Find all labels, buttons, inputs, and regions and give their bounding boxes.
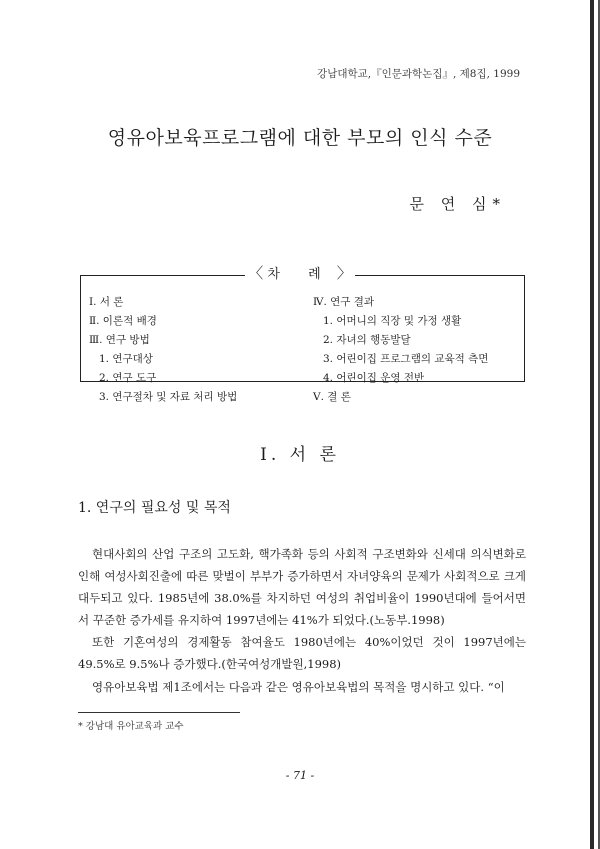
toc-subitem: 1. 연구대상 <box>99 353 153 365</box>
toc-subitem: 3. 어린이집 프로그램의 교육적 측면 <box>323 353 489 365</box>
body-text <box>78 543 526 675</box>
left-angle-icon: 〈 <box>248 264 264 282</box>
footnote: * 강남대 유아교육과 교수 <box>78 721 184 732</box>
toc-heading-label: 차 례 <box>267 267 333 282</box>
toc-subitem: 2. 자녀의 행동발달 <box>323 334 411 346</box>
paragraph: 영유아보육법 제1조에서는 다음과 같은 영유아보육법의 목적을 명시하고 있다. “이 <box>92 680 505 694</box>
toc-item: Ⅱ. 이론적 배경 <box>89 315 157 327</box>
toc-subitem: 4. 어린이집 운영 전반 <box>323 372 425 384</box>
toc-subitem: 1. 어머니의 직장 및 가정 생활 <box>323 315 462 327</box>
right-angle-icon: 〉 <box>336 264 352 282</box>
toc-item: Ⅲ. 연구 방법 <box>89 334 150 346</box>
toc-item: Ⅴ. 결 론 <box>313 391 351 403</box>
toc-item: Ⅰ. 서 론 <box>89 296 124 308</box>
footnote-divider <box>78 712 240 713</box>
paragraph: 또한 기혼여성의 경제활동 참여율도 1980년에는 40%이었던 것이 1997년에는 49.5%로 9.5%나 증가했다.(한국여성개발원,1998) <box>78 635 526 671</box>
subsection-heading: 1. 연구의 필요성 및 목적 <box>78 500 231 516</box>
paragraph: 현대사회의 산업 구조의 고도화, 핵가족화 등의 사회적 구조변화와 신세대 의식변화로 인해 여성사회진출에 따른 맞벌이 부부가 증가하면서 자녀양육의 문제가 사회적으로 크게 대두되고 있다. 1985년에 38.0%를 차지하던 여성의 취업비율이 1990년대에 들어서면서 꾸준한 증가세를 유지하여 1997년에는 41%가 되었다.(노동부.1998) <box>78 547 526 627</box>
toc-heading <box>245 262 355 284</box>
toc-subitem: 3. 연구절차 및 자료 처리 방법 <box>99 391 238 403</box>
paper-title: 영유아보육프로그램에 대한 부모의 인식 수준 <box>107 127 493 149</box>
table-of-contents <box>80 275 525 403</box>
page-number: - 71 - <box>285 769 315 782</box>
section-heading: Ⅰ. 서 론 <box>260 445 340 465</box>
author-name: 문 연 심* <box>409 195 506 213</box>
toc-right-column <box>313 293 488 407</box>
toc-subitem: 2. 연구 도구 <box>99 372 157 384</box>
toc-item: Ⅳ. 연구 결과 <box>313 296 375 308</box>
journal-citation: 강남대학교,『인문과학논집』, 제8집, 1999 <box>317 68 520 80</box>
toc-left-column <box>89 293 237 407</box>
